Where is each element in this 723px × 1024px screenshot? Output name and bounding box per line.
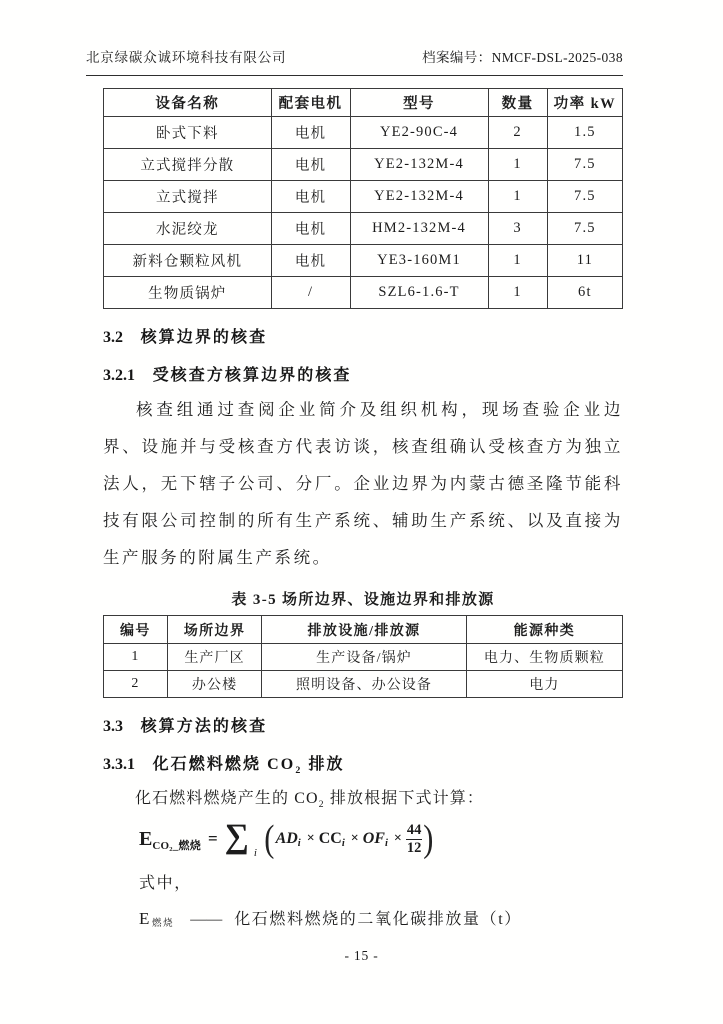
cell-power: 6t <box>547 277 622 309</box>
var-OF: OF <box>362 830 385 848</box>
formula-lhs: E <box>139 827 153 850</box>
formula-body <box>276 822 423 856</box>
cell-quantity: 1 <box>488 181 547 213</box>
cell-device: 生物质锅炉 <box>104 277 272 309</box>
multiply-sign: × <box>350 831 359 847</box>
term-symbol: E燃烧 <box>139 909 175 930</box>
section-heading-3-3 <box>103 713 623 736</box>
summation-index: i <box>253 846 257 859</box>
col-model: 型号 <box>350 89 488 117</box>
cell-device: 立式搅拌分散 <box>104 149 272 181</box>
cell-quantity: 1 <box>488 149 547 181</box>
cell-power: 7.5 <box>547 181 622 213</box>
cell-model: YE2-132M-4 <box>350 149 488 181</box>
table-row <box>104 117 623 149</box>
cell-model: YE3-160M1 <box>350 245 488 277</box>
co2-subscript: 2 <box>318 799 325 811</box>
cell-model: SZL6-1.6-T <box>350 277 488 309</box>
table-row <box>104 149 623 181</box>
cell-device: 卧式下料 <box>104 117 272 149</box>
cell-model: YE2-132M-4 <box>350 181 488 213</box>
equipment-table-header-row <box>104 89 623 117</box>
col-index: 编号 <box>104 616 168 644</box>
table-row <box>104 181 623 213</box>
cell-motor: 电机 <box>271 181 350 213</box>
document-body <box>103 88 623 929</box>
table-row <box>104 213 623 245</box>
cell-model: YE2-90C-4 <box>350 117 488 149</box>
var-OF-subscript: i <box>384 837 388 849</box>
co2-combustion-formula <box>139 816 623 862</box>
section-number: 3.3 <box>103 718 123 735</box>
var-AD-subscript: i <box>297 837 301 849</box>
cell-power: 7.5 <box>547 213 622 245</box>
col-motor: 配套电机 <box>271 89 350 117</box>
boundary-table-header-row <box>104 616 623 644</box>
cell-motor: 电机 <box>271 213 350 245</box>
col-quantity: 数量 <box>488 89 547 117</box>
var-AD: AD <box>275 830 298 848</box>
definition-dash: —— <box>190 911 223 929</box>
section-title: 核算边界的核查 <box>140 329 268 346</box>
equals-sign: = <box>207 829 218 849</box>
cell-motor: / <box>271 277 350 309</box>
company-name: 北京绿碳众诚环境科技有限公司 <box>86 50 287 65</box>
table-3-5-caption: 表 3-5 场所边界、设施边界和排放源 <box>231 592 495 608</box>
section-title: 核算方法的核查 <box>140 718 268 735</box>
fraction-denominator: 12 <box>406 839 422 856</box>
cell-device: 水泥绞龙 <box>104 213 272 245</box>
formula-lhs-subscript: CO₂_燃烧 <box>152 840 201 853</box>
multiply-sign: × <box>393 831 402 847</box>
cell-device: 新料仓颗粒风机 <box>104 245 272 277</box>
cell-source: 生产设备/锅炉 <box>262 644 466 671</box>
close-paren: ) <box>423 818 434 861</box>
section-heading-3-2-1 <box>103 362 623 385</box>
section-heading-3-3-1 <box>103 751 623 776</box>
section-number: 3.3.1 <box>103 756 135 773</box>
col-energy-type: 能源种类 <box>466 616 622 644</box>
fraction-44-12 <box>406 822 423 856</box>
table-row <box>104 671 623 698</box>
var-CC: CC <box>318 830 342 848</box>
cell-quantity: 2 <box>488 117 547 149</box>
cell-motor: 电机 <box>271 117 350 149</box>
var-CC-subscript: i <box>341 837 345 849</box>
table-row <box>104 245 623 277</box>
cell-index: 1 <box>104 644 168 671</box>
formula-intro-line: 化石燃料燃烧产生的 $CO_2$ 排放根据下式计算： <box>135 790 484 811</box>
term-definition: 化石燃料燃烧的二氧化碳排放量（t） <box>234 911 522 929</box>
cell-energy: 电力、生物质颗粒 <box>466 644 622 671</box>
cell-site: 办公楼 <box>167 671 261 698</box>
boundary-verification-paragraph: 核查组通过查阅企业简介及组织机构，现场查验企业边界、设施并与受核查方代表访谈，核查组确认受核查方为独立法人，无下辖子公司、分厂。企业边界为内蒙古德圣隆节能科技有限公司控制的所有生产系统、辅助生产系统、以及直接为生产服务的附属生产系统。 <box>103 400 623 567</box>
file-number-label: 档案编号： <box>422 50 492 65</box>
cell-quantity: 1 <box>488 277 547 309</box>
multiply-sign: × <box>306 831 315 847</box>
cell-power: 7.5 <box>547 149 622 181</box>
page-number: - 15 - <box>344 948 379 963</box>
col-power: 功率 kW <box>547 89 622 117</box>
col-emission-source: 排放设施/排放源 <box>262 616 466 644</box>
co2-subscript: 2 <box>295 765 303 777</box>
table-row <box>104 644 623 671</box>
equipment-table <box>103 88 623 309</box>
boundary-table <box>103 615 623 698</box>
summation-symbol: ∑ i <box>224 818 257 859</box>
section-number: 3.2.1 <box>103 367 135 384</box>
file-number <box>422 46 623 66</box>
file-number-value: NMCF-DSL-2025-038 <box>491 50 623 65</box>
cell-source: 照明设备、办公设备 <box>262 671 466 698</box>
cell-model: HM2-132M-4 <box>350 213 488 245</box>
cell-quantity: 1 <box>488 245 547 277</box>
fraction-numerator: 44 <box>406 822 422 839</box>
section-number: 3.2 <box>103 329 123 346</box>
section-heading-3-2 <box>103 324 623 347</box>
cell-site: 生产厂区 <box>167 644 261 671</box>
cell-energy: 电力 <box>466 671 622 698</box>
table-row <box>104 277 623 309</box>
cell-motor: 电机 <box>271 149 350 181</box>
content-frame <box>86 46 623 929</box>
cell-power: 11 <box>547 245 622 277</box>
col-device-name: 设备名称 <box>104 89 272 117</box>
section-title: 化石燃料燃烧 $CO_2$ 排放 <box>152 756 345 777</box>
col-site-boundary: 场所边界 <box>167 616 261 644</box>
cell-motor: 电机 <box>271 245 350 277</box>
cell-index: 2 <box>104 671 168 698</box>
where-label: 式中， <box>139 875 192 893</box>
term-subscript: 燃烧 <box>151 919 175 930</box>
cell-power: 1.5 <box>547 117 622 149</box>
open-paren: ( <box>264 818 275 861</box>
cell-quantity: 3 <box>488 213 547 245</box>
page-header <box>86 46 623 76</box>
cell-device: 立式搅拌 <box>104 181 272 213</box>
term-definition-line <box>139 906 623 929</box>
section-title: 受核查方核算边界的核查 <box>152 367 352 384</box>
